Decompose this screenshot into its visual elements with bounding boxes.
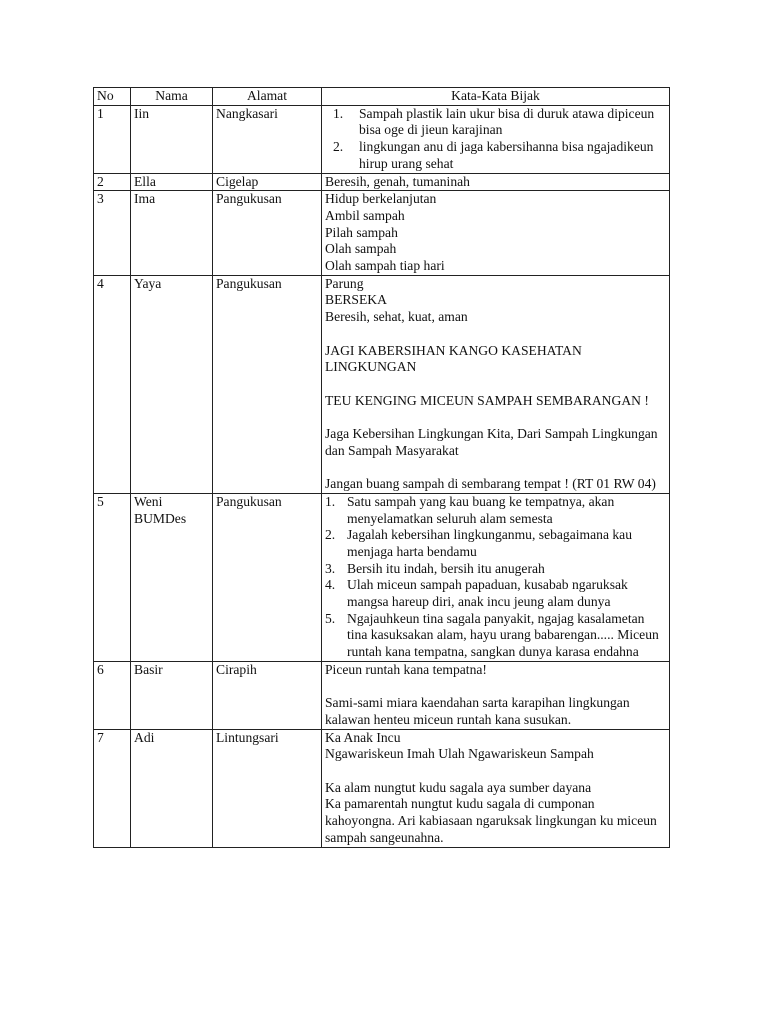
table-row bbox=[94, 173, 670, 191]
cell-no: 6 bbox=[94, 661, 131, 729]
quote-line: Beresih, sehat, kuat, aman bbox=[325, 309, 468, 325]
quote-line: Ka alam nungtut kudu sagala aya sumber dayana bbox=[325, 779, 592, 795]
list-item: 5. Ngajauhkeun tina sagala panyakit, ngajag kasalametan tina kasuksakan alam, hayu urang babarengan..... Miceun runtah kana tempatna, sangkan dunya karasa endahna bbox=[325, 610, 659, 660]
quote-line: Pilah sampah bbox=[325, 224, 398, 240]
table-row bbox=[94, 105, 670, 173]
list-item: 1. Satu sampah yang kau buang ke tempatnya, akan menyelamatkan seluruh alam semesta bbox=[325, 493, 615, 526]
cell-kata bbox=[322, 191, 670, 276]
quote-line: Jangan buang sampah di sembarang tempat ! (RT 01 RW 04) bbox=[325, 476, 656, 492]
list-item: 2. Jagalah kebersihan lingkunganmu, sebagaimana kau menjaga harta bendamu bbox=[325, 527, 632, 559]
list-item: 1. Sampah plastik lain ukur bisa di duruk atawa dipiceun bisa oge di jieun karajinan bbox=[333, 105, 655, 138]
table-row bbox=[94, 275, 670, 493]
header-kata: Kata-Kata Bijak bbox=[322, 88, 670, 106]
quote-line: Beresih, genah, tumaninah bbox=[325, 173, 470, 189]
quote-line: Sami-sami miara kaendahan sarta karapihan lingkungan kalawan henteu miceun runtah kana susukan. bbox=[325, 695, 634, 727]
quote-line: Ngawariskeun Imah Ulah Ngawariskeun Sampah bbox=[325, 746, 594, 762]
header-nama: Nama bbox=[131, 88, 213, 106]
cell-no: 4 bbox=[94, 275, 131, 493]
quote-line: JAGI KABERSIHAN KANGO KASEHATAN LINGKUNGAN bbox=[325, 342, 586, 375]
cell-no: 3 bbox=[94, 191, 131, 276]
header-no: No bbox=[94, 88, 131, 106]
quote-line: Hidup berkelanjutan bbox=[325, 191, 437, 207]
cell-kata bbox=[322, 173, 670, 191]
quote-line: Ka Anak Incu bbox=[325, 729, 401, 745]
cell-kata bbox=[322, 729, 670, 847]
cell-nama: Basir bbox=[131, 661, 213, 729]
cell-alamat: Pangukusan bbox=[213, 191, 322, 276]
quote-line: Ambil sampah bbox=[325, 207, 405, 223]
cell-nama: Ella bbox=[131, 173, 213, 191]
header-alamat: Alamat bbox=[213, 88, 322, 106]
cell-nama: Weni BUMDes bbox=[131, 493, 213, 661]
cell-alamat: Cirapih bbox=[213, 661, 322, 729]
numbered-list bbox=[325, 494, 666, 661]
quote-line: Parung bbox=[325, 275, 364, 291]
cell-alamat: Pangukusan bbox=[213, 493, 322, 661]
cell-kata bbox=[322, 275, 670, 493]
cell-nama: Ima bbox=[131, 191, 213, 276]
cell-nama: Adi bbox=[131, 729, 213, 847]
table-row bbox=[94, 661, 670, 729]
cell-kata bbox=[322, 105, 670, 173]
numbered-list bbox=[325, 106, 666, 173]
cell-alamat: Pangukusan bbox=[213, 275, 322, 493]
cell-kata bbox=[322, 493, 670, 661]
cell-no: 2 bbox=[94, 173, 131, 191]
list-item: 3. Bersih itu indah, bersih itu anugerah bbox=[325, 560, 545, 576]
cell-nama: Iin bbox=[131, 105, 213, 173]
quote-line: Jaga Kebersihan Lingkungan Kita, Dari Sampah Lingkungan dan Sampah Masyarakat bbox=[325, 426, 661, 458]
quotes-table bbox=[93, 87, 670, 848]
quote-line: Olah sampah tiap hari bbox=[325, 258, 445, 274]
quote-line: Ka pamarentah nungtut kudu sagala di cumponan kahoyongna. Ari kabiasaan ngaruksak lingkungan ku miceun sampah sangeunahna. bbox=[325, 796, 661, 845]
header-row bbox=[94, 88, 670, 106]
table-row bbox=[94, 493, 670, 661]
table-row bbox=[94, 191, 670, 276]
cell-alamat: Cigelap bbox=[213, 173, 322, 191]
cell-alamat: Nangkasari bbox=[213, 105, 322, 173]
list-item: 4. Ulah miceun sampah papaduan, kusabab ngaruksak mangsa hareup diri, anak incu jeung alam dunya bbox=[325, 577, 628, 610]
cell-no: 1 bbox=[94, 105, 131, 173]
cell-no: 5 bbox=[94, 493, 131, 661]
cell-alamat: Lintungsari bbox=[213, 729, 322, 847]
quote-line: BERSEKA bbox=[325, 292, 387, 308]
quote-line: Piceun runtah kana tempatna! bbox=[325, 661, 487, 677]
table-row bbox=[94, 729, 670, 847]
list-item: 2. lingkungan anu di jaga kabersihanna bisa ngajadikeun hirup urang sehat bbox=[333, 139, 654, 171]
cell-kata bbox=[322, 661, 670, 729]
quote-line: TEU KENGING MICEUN SAMPAH SEMBARANGAN ! bbox=[325, 392, 649, 408]
cell-nama: Yaya bbox=[131, 275, 213, 493]
cell-no: 7 bbox=[94, 729, 131, 847]
quote-line: Olah sampah bbox=[325, 241, 397, 257]
